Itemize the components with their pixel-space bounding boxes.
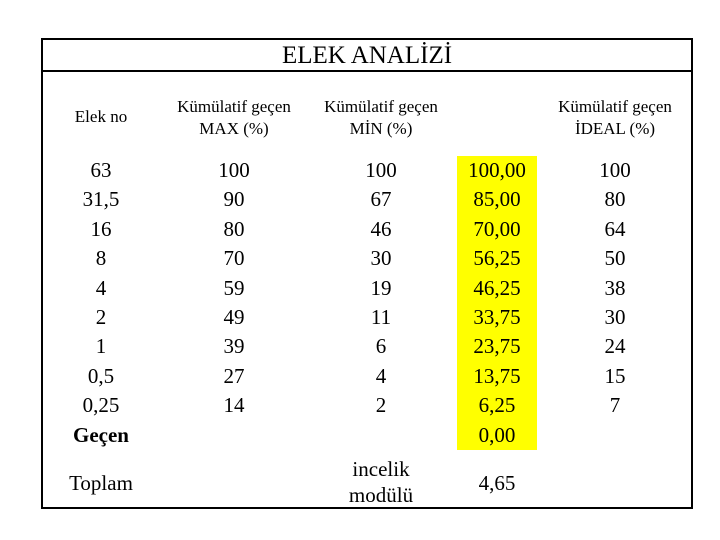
calc-cell: 23,75 (473, 334, 521, 359)
min-cell: 4 (375, 363, 387, 388)
ideal-cell: 7 (609, 393, 621, 418)
ideal-cell: 15 (604, 363, 626, 388)
elek-no-cell: 16 (90, 216, 112, 241)
max-cell: 49 (223, 305, 245, 330)
ideal-cell: 50 (604, 246, 626, 271)
ideal-cell: 100 (599, 158, 631, 182)
calc-cell: 46,25 (473, 275, 521, 300)
min-cell: 67 (370, 187, 392, 212)
elek-no-cell: 0,5 (87, 363, 115, 388)
calc-cell: 13,75 (473, 363, 521, 388)
calc-cell: 0,00 (478, 422, 516, 447)
column-calculated (457, 156, 537, 450)
elek-no-cell: 1 (95, 334, 107, 359)
max-cell: 14 (223, 393, 245, 418)
min-cell: 11 (370, 305, 392, 330)
min-cell: 6 (375, 334, 387, 359)
ideal-cell: 80 (604, 187, 626, 212)
fineness-modulus-value: 4,65 (478, 471, 516, 495)
calc-cell: 56,25 (473, 246, 521, 271)
header-min-line2: MİN (%) (349, 119, 413, 138)
elek-no-cell: 2 (95, 305, 107, 330)
sieve-analysis-table (41, 38, 693, 509)
header-max-line1: Kümülatif geçen (177, 97, 291, 116)
header-ideal (539, 96, 691, 140)
header-min (307, 96, 455, 140)
header-ideal-line1: Kümülatif geçen (558, 97, 672, 116)
fineness-modulus-label (307, 456, 455, 508)
calc-cell: 6,25 (478, 393, 516, 418)
max-cell: 100 (218, 158, 250, 182)
elek-no-cell: 63 (90, 158, 112, 182)
elek-no-cell: 0,25 (82, 393, 120, 418)
ideal-cell: 30 (604, 305, 626, 330)
elek-no-cell: 31,5 (82, 187, 120, 212)
column-min (307, 156, 455, 421)
ideal-cell: 24 (604, 334, 626, 359)
header-ideal-line2: İDEAL (%) (574, 119, 656, 138)
header-min-line1: Kümülatif geçen (324, 97, 438, 116)
max-cell: 80 (223, 216, 245, 241)
elek-no-cell: 4 (95, 275, 107, 300)
min-cell: 2 (375, 393, 387, 418)
elek-no-gecen: Geçen (73, 422, 129, 447)
min-cell: 46 (370, 216, 392, 241)
calc-cell: 70,00 (473, 216, 521, 241)
ideal-cell: 38 (604, 275, 626, 300)
ideal-cell: 64 (604, 216, 626, 241)
min-cell: 30 (370, 246, 392, 271)
fineness-modulus-line2: modülü (348, 483, 414, 507)
calc-cell: 85,00 (473, 187, 521, 212)
max-cell: 27 (223, 363, 245, 388)
total-label: Toplam (69, 471, 133, 495)
header-max (161, 96, 307, 140)
header-max-line2: MAX (%) (199, 119, 269, 138)
elek-no-cell: 8 (95, 246, 107, 271)
max-cell: 39 (223, 334, 245, 359)
column-ideal (539, 156, 691, 421)
min-cell: 100 (365, 158, 397, 182)
max-cell: 90 (223, 187, 245, 212)
fineness-modulus-line1: incelik (352, 457, 410, 481)
max-cell: 59 (223, 275, 245, 300)
table-title: ELEK ANALİZİ (43, 40, 691, 72)
column-max (161, 156, 307, 421)
calc-cell: 100,00 (468, 158, 526, 182)
min-cell: 19 (370, 275, 392, 300)
header-elek-no: Elek no (74, 107, 128, 126)
max-cell: 70 (223, 246, 245, 271)
calc-cell: 33,75 (473, 305, 521, 330)
column-elek-no (47, 156, 155, 450)
